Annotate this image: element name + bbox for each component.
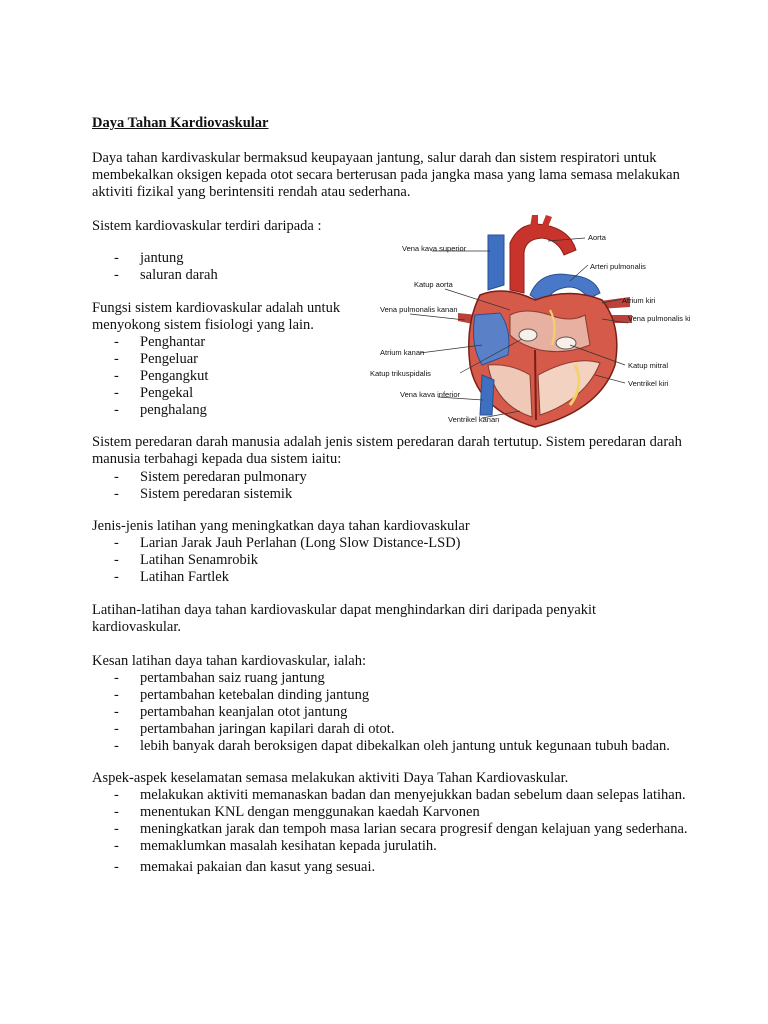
label-katup-aorta: Katup aorta	[414, 280, 453, 289]
label-atrium-kanan: Atrium kanan	[380, 348, 425, 357]
safety-list	[92, 787, 692, 876]
list-item: - Latihan Fartlek	[92, 569, 461, 586]
list-item: - Pengeluar	[92, 351, 208, 368]
circulation-list	[92, 469, 307, 503]
list-item: - jantung	[92, 250, 218, 267]
heart-illustration	[370, 215, 690, 430]
label-atrium-kiri: Atrium kiri	[622, 296, 656, 305]
list-item: - meningkatkan jarak dan tempoh masa larian secara progresif dengan kelajuan yang sederhana.	[92, 821, 692, 838]
label-ventrikel-kanan: Ventrikel kanan	[448, 415, 500, 424]
intro-paragraph: Daya tahan kardivaskular bermaksud keupayaan jantung, salur darah dan sistem respiratori untuk membekalkan oksigen kepada otot secara berterusan pada jangka masa yang lama semasa melakukan aktiviti fizikal yang berintensiti rendah atau sederhana.	[92, 150, 680, 200]
system-list	[92, 250, 218, 284]
document-title: Daya Tahan Kardiovaskular	[92, 115, 269, 131]
prevention-paragraph: Latihan-latihan daya tahan kardiovaskular dapat menghindarkan diri daripada penyakit kardiovaskular.	[92, 602, 597, 635]
circulation-paragraph: Sistem peredaran darah manusia adalah jenis sistem peredaran darah tertutup. Sistem peredaran darah manusia terbahagi kepada dua sistem iaitu:	[92, 434, 682, 467]
label-vena-kava-inferior: Vena kava inferior	[400, 390, 461, 399]
list-item: - pertambahan jaringan kapilari darah di otot.	[92, 721, 670, 738]
list-item: - Larian Jarak Jauh Perlahan (Long Slow Distance-LSD)	[92, 535, 461, 552]
list-item: - Sistem peredaran sistemik	[92, 486, 307, 503]
list-item: - memaklumkan masalah kesihatan kepada jurulatih.	[92, 838, 692, 855]
list-item: - Penghantar	[92, 334, 208, 351]
training-list	[92, 535, 461, 586]
list-item: - Sistem peredaran pulmonary	[92, 469, 307, 486]
list-item: - lebih banyak darah beroksigen dapat dibekalkan oleh jantung untuk kegunaan tubuh badan.	[92, 738, 670, 755]
list-item: - melakukan aktiviti memanaskan badan dan menyejukkan badan sebelum daan selepas latihan.	[92, 787, 692, 804]
label-ventrikel-kiri: Ventrikel kiri	[628, 379, 669, 388]
training-heading: Jenis-jenis latihan yang meningkatkan daya tahan kardiovaskular	[92, 518, 470, 534]
list-item: - pertambahan keanjalan otot jantung	[92, 704, 670, 721]
function-paragraph: Fungsi sistem kardiovaskular adalah untuk menyokong sistem fisiologi yang lain.	[92, 300, 341, 333]
list-item: - Latihan Senamrobik	[92, 552, 461, 569]
label-arteri-pulmonalis: Arteri pulmonalis	[590, 262, 646, 271]
label-katup-trikuspidalis: Katup trikuspidalis	[370, 369, 431, 378]
label-aorta: Aorta	[588, 233, 606, 242]
function-list	[92, 334, 208, 419]
label-vena-kava-superior: Vena kava superior	[402, 244, 467, 253]
effects-list	[92, 670, 670, 755]
label-katup-mitral: Katup mitral	[628, 361, 669, 370]
list-item: - pertambahan ketebalan dinding jantung	[92, 687, 670, 704]
list-item: - pertambahan saiz ruang jantung	[92, 670, 670, 687]
list-item: - Pengekal	[92, 385, 208, 402]
system-heading: Sistem kardiovaskular terdiri daripada :	[92, 218, 322, 234]
list-item: - penghalang	[92, 402, 208, 419]
safety-heading: Aspek-aspek keselamatan semasa melakukan aktiviti Daya Tahan Kardiovaskular.	[92, 770, 569, 786]
label-vena-pulmonalis-kanan: Vena pulmonalis kanan	[380, 305, 458, 314]
list-item: - memakai pakaian dan kasut yang sesuai.	[92, 859, 692, 876]
effects-heading: Kesan latihan daya tahan kardiovaskular, ialah:	[92, 653, 367, 669]
list-item: - menentukan KNL dengan menggunakan kaedah Karvonen	[92, 804, 692, 821]
list-item: - Pengangkut	[92, 368, 208, 385]
heart-diagram	[370, 215, 690, 430]
label-vena-pulmonalis-kiri: Vena pulmonalis kiri	[628, 314, 690, 323]
list-item: - saluran darah	[92, 267, 218, 284]
